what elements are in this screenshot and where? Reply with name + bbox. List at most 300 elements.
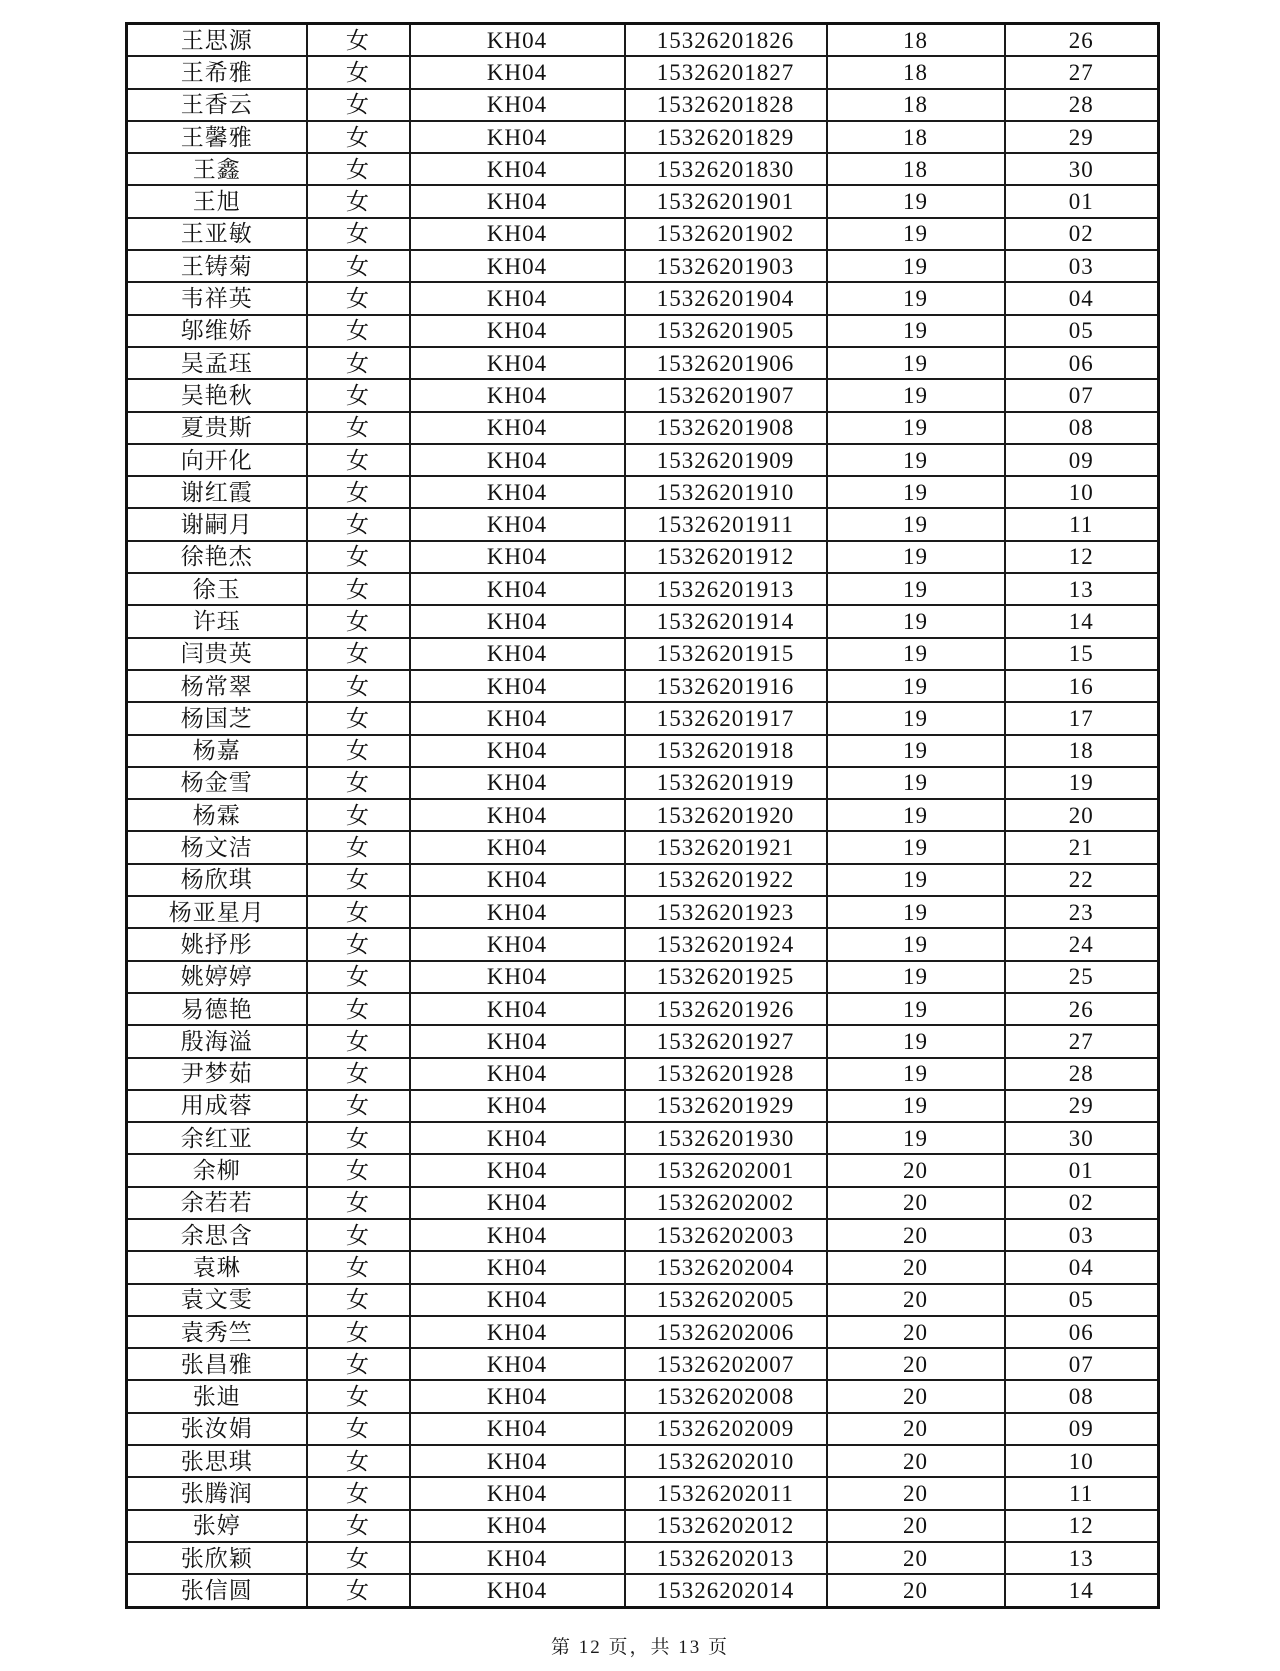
- cell-seat-number: 30: [1005, 1122, 1159, 1154]
- cell-gender: 女: [307, 928, 410, 960]
- table-row: [127, 1251, 1159, 1283]
- cell-gender: 女: [307, 1284, 410, 1316]
- cell-room-number: 19: [827, 282, 1005, 314]
- cell-gender: 女: [307, 379, 410, 411]
- cell-student-name: 韦祥英: [127, 282, 307, 314]
- cell-exam-number: 15326201829: [625, 121, 827, 153]
- table-row: [127, 1510, 1159, 1542]
- cell-seat-number: 05: [1005, 315, 1159, 347]
- cell-class-code: KH04: [410, 1251, 625, 1283]
- cell-class-code: KH04: [410, 444, 625, 476]
- cell-student-name: 余柳: [127, 1154, 307, 1186]
- cell-exam-number: 15326201912: [625, 541, 827, 573]
- table-row: [127, 993, 1159, 1025]
- cell-room-number: 20: [827, 1348, 1005, 1380]
- cell-student-name: 用成蓉: [127, 1090, 307, 1122]
- cell-student-name: 张迪: [127, 1380, 307, 1412]
- cell-exam-number: 15326202008: [625, 1380, 827, 1412]
- table-row: [127, 444, 1159, 476]
- cell-gender: 女: [307, 1251, 410, 1283]
- cell-class-code: KH04: [410, 1348, 625, 1380]
- table-row: [127, 379, 1159, 411]
- cell-seat-number: 08: [1005, 412, 1159, 444]
- cell-gender: 女: [307, 831, 410, 863]
- cell-class-code: KH04: [410, 153, 625, 185]
- cell-seat-number: 02: [1005, 218, 1159, 250]
- cell-gender: 女: [307, 218, 410, 250]
- cell-seat-number: 10: [1005, 1445, 1159, 1477]
- cell-seat-number: 19: [1005, 767, 1159, 799]
- cell-seat-number: 09: [1005, 1413, 1159, 1445]
- cell-exam-number: 15326202010: [625, 1445, 827, 1477]
- cell-gender: 女: [307, 153, 410, 185]
- cell-student-name: 张腾润: [127, 1477, 307, 1509]
- cell-gender: 女: [307, 282, 410, 314]
- table-row: [127, 799, 1159, 831]
- cell-class-code: KH04: [410, 1510, 625, 1542]
- cell-seat-number: 01: [1005, 185, 1159, 217]
- cell-room-number: 18: [827, 89, 1005, 121]
- cell-gender: 女: [307, 1187, 410, 1219]
- cell-seat-number: 09: [1005, 444, 1159, 476]
- cell-student-name: 易德艳: [127, 993, 307, 1025]
- cell-room-number: 19: [827, 1025, 1005, 1057]
- cell-room-number: 18: [827, 153, 1005, 185]
- cell-seat-number: 25: [1005, 961, 1159, 993]
- cell-exam-number: 15326202001: [625, 1154, 827, 1186]
- cell-gender: 女: [307, 508, 410, 540]
- cell-exam-number: 15326202012: [625, 1510, 827, 1542]
- cell-exam-number: 15326201919: [625, 767, 827, 799]
- cell-seat-number: 08: [1005, 1380, 1159, 1412]
- table-row: [127, 1219, 1159, 1251]
- cell-seat-number: 07: [1005, 379, 1159, 411]
- table-row: [127, 638, 1159, 670]
- cell-seat-number: 12: [1005, 541, 1159, 573]
- cell-exam-number: 15326202011: [625, 1477, 827, 1509]
- cell-room-number: 19: [827, 347, 1005, 379]
- cell-class-code: KH04: [410, 1025, 625, 1057]
- cell-class-code: KH04: [410, 573, 625, 605]
- cell-class-code: KH04: [410, 1154, 625, 1186]
- cell-room-number: 19: [827, 928, 1005, 960]
- cell-class-code: KH04: [410, 638, 625, 670]
- cell-seat-number: 03: [1005, 250, 1159, 282]
- cell-student-name: 杨常翠: [127, 670, 307, 702]
- table-row: [127, 508, 1159, 540]
- cell-room-number: 20: [827, 1445, 1005, 1477]
- cell-room-number: 19: [827, 412, 1005, 444]
- cell-gender: 女: [307, 993, 410, 1025]
- cell-student-name: 吴孟珏: [127, 347, 307, 379]
- cell-exam-number: 15326201903: [625, 250, 827, 282]
- cell-student-name: 王铸菊: [127, 250, 307, 282]
- cell-seat-number: 11: [1005, 508, 1159, 540]
- cell-student-name: 向开化: [127, 444, 307, 476]
- cell-gender: 女: [307, 56, 410, 88]
- table-row: [127, 1445, 1159, 1477]
- cell-gender: 女: [307, 735, 410, 767]
- cell-student-name: 许珏: [127, 605, 307, 637]
- cell-class-code: KH04: [410, 1413, 625, 1445]
- cell-room-number: 19: [827, 638, 1005, 670]
- table-row: [127, 1348, 1159, 1380]
- cell-student-name: 邬维娇: [127, 315, 307, 347]
- cell-exam-number: 15326202005: [625, 1284, 827, 1316]
- cell-class-code: KH04: [410, 1187, 625, 1219]
- cell-room-number: 20: [827, 1380, 1005, 1412]
- cell-seat-number: 23: [1005, 896, 1159, 928]
- cell-room-number: 20: [827, 1574, 1005, 1607]
- table-row: [127, 573, 1159, 605]
- cell-seat-number: 24: [1005, 928, 1159, 960]
- cell-gender: 女: [307, 1219, 410, 1251]
- cell-student-name: 王思源: [127, 24, 307, 57]
- cell-class-code: KH04: [410, 767, 625, 799]
- table-row: [127, 218, 1159, 250]
- cell-exam-number: 15326201827: [625, 56, 827, 88]
- cell-seat-number: 07: [1005, 1348, 1159, 1380]
- cell-class-code: KH04: [410, 1542, 625, 1574]
- cell-room-number: 20: [827, 1510, 1005, 1542]
- cell-student-name: 余红亚: [127, 1122, 307, 1154]
- cell-gender: 女: [307, 185, 410, 217]
- cell-room-number: 19: [827, 799, 1005, 831]
- cell-student-name: 杨国芝: [127, 702, 307, 734]
- cell-exam-number: 15326201901: [625, 185, 827, 217]
- cell-class-code: KH04: [410, 1122, 625, 1154]
- table-row: [127, 89, 1159, 121]
- cell-seat-number: 06: [1005, 347, 1159, 379]
- cell-gender: 女: [307, 1025, 410, 1057]
- cell-gender: 女: [307, 896, 410, 928]
- cell-room-number: 18: [827, 121, 1005, 153]
- cell-seat-number: 26: [1005, 993, 1159, 1025]
- cell-seat-number: 04: [1005, 282, 1159, 314]
- cell-gender: 女: [307, 638, 410, 670]
- cell-student-name: 杨欣琪: [127, 864, 307, 896]
- cell-class-code: KH04: [410, 864, 625, 896]
- cell-class-code: KH04: [410, 1316, 625, 1348]
- cell-gender: 女: [307, 444, 410, 476]
- cell-exam-number: 15326202003: [625, 1219, 827, 1251]
- cell-exam-number: 15326202009: [625, 1413, 827, 1445]
- cell-seat-number: 29: [1005, 1090, 1159, 1122]
- cell-student-name: 夏贵斯: [127, 412, 307, 444]
- table-row: [127, 1477, 1159, 1509]
- cell-class-code: KH04: [410, 89, 625, 121]
- cell-gender: 女: [307, 767, 410, 799]
- cell-exam-number: 15326201918: [625, 735, 827, 767]
- roster-table-body: [127, 24, 1159, 1608]
- cell-exam-number: 15326201909: [625, 444, 827, 476]
- cell-gender: 女: [307, 1058, 410, 1090]
- cell-room-number: 20: [827, 1187, 1005, 1219]
- cell-class-code: KH04: [410, 508, 625, 540]
- cell-room-number: 20: [827, 1477, 1005, 1509]
- table-row: [127, 250, 1159, 282]
- cell-room-number: 19: [827, 379, 1005, 411]
- table-row: [127, 735, 1159, 767]
- cell-student-name: 袁文雯: [127, 1284, 307, 1316]
- cell-gender: 女: [307, 476, 410, 508]
- cell-student-name: 王希雅: [127, 56, 307, 88]
- cell-class-code: KH04: [410, 735, 625, 767]
- table-row: [127, 153, 1159, 185]
- cell-gender: 女: [307, 1574, 410, 1607]
- cell-class-code: KH04: [410, 121, 625, 153]
- cell-student-name: 姚抒彤: [127, 928, 307, 960]
- table-row: [127, 1058, 1159, 1090]
- cell-exam-number: 15326201927: [625, 1025, 827, 1057]
- cell-gender: 女: [307, 702, 410, 734]
- cell-exam-number: 15326201917: [625, 702, 827, 734]
- cell-student-name: 张思琪: [127, 1445, 307, 1477]
- cell-exam-number: 15326202013: [625, 1542, 827, 1574]
- cell-class-code: KH04: [410, 56, 625, 88]
- cell-class-code: KH04: [410, 282, 625, 314]
- cell-exam-number: 15326201925: [625, 961, 827, 993]
- cell-exam-number: 15326201908: [625, 412, 827, 444]
- cell-class-code: KH04: [410, 412, 625, 444]
- cell-room-number: 19: [827, 573, 1005, 605]
- table-row: [127, 896, 1159, 928]
- cell-class-code: KH04: [410, 476, 625, 508]
- cell-student-name: 王馨雅: [127, 121, 307, 153]
- cell-class-code: KH04: [410, 347, 625, 379]
- cell-student-name: 杨霖: [127, 799, 307, 831]
- cell-class-code: KH04: [410, 1090, 625, 1122]
- cell-student-name: 余若若: [127, 1187, 307, 1219]
- cell-exam-number: 15326201830: [625, 153, 827, 185]
- cell-class-code: KH04: [410, 1058, 625, 1090]
- cell-student-name: 张欣颖: [127, 1542, 307, 1574]
- cell-class-code: KH04: [410, 961, 625, 993]
- cell-exam-number: 15326201905: [625, 315, 827, 347]
- cell-gender: 女: [307, 573, 410, 605]
- table-row: [127, 185, 1159, 217]
- cell-gender: 女: [307, 1122, 410, 1154]
- cell-class-code: KH04: [410, 24, 625, 57]
- cell-gender: 女: [307, 1348, 410, 1380]
- cell-student-name: 余思含: [127, 1219, 307, 1251]
- cell-seat-number: 11: [1005, 1477, 1159, 1509]
- table-row: [127, 1122, 1159, 1154]
- cell-exam-number: 15326201922: [625, 864, 827, 896]
- table-row: [127, 315, 1159, 347]
- cell-student-name: 杨金雪: [127, 767, 307, 799]
- cell-seat-number: 10: [1005, 476, 1159, 508]
- cell-seat-number: 04: [1005, 1251, 1159, 1283]
- cell-exam-number: 15326201914: [625, 605, 827, 637]
- cell-seat-number: 28: [1005, 1058, 1159, 1090]
- table-row: [127, 928, 1159, 960]
- cell-student-name: 王鑫: [127, 153, 307, 185]
- cell-student-name: 谢嗣月: [127, 508, 307, 540]
- cell-class-code: KH04: [410, 1445, 625, 1477]
- cell-student-name: 袁秀竺: [127, 1316, 307, 1348]
- table-row: [127, 24, 1159, 57]
- cell-seat-number: 01: [1005, 1154, 1159, 1186]
- page-footer: 第 12 页，共 13 页: [550, 1637, 729, 1658]
- cell-room-number: 19: [827, 831, 1005, 863]
- table-row: [127, 767, 1159, 799]
- cell-exam-number: 15326201826: [625, 24, 827, 57]
- cell-room-number: 20: [827, 1316, 1005, 1348]
- cell-class-code: KH04: [410, 1477, 625, 1509]
- cell-exam-number: 15326201911: [625, 508, 827, 540]
- cell-room-number: 19: [827, 508, 1005, 540]
- cell-seat-number: 26: [1005, 24, 1159, 57]
- cell-student-name: 王旭: [127, 185, 307, 217]
- cell-student-name: 杨嘉: [127, 735, 307, 767]
- cell-class-code: KH04: [410, 1574, 625, 1607]
- table-row: [127, 1413, 1159, 1445]
- cell-class-code: KH04: [410, 605, 625, 637]
- cell-exam-number: 15326201924: [625, 928, 827, 960]
- cell-exam-number: 15326201904: [625, 282, 827, 314]
- cell-exam-number: 15326201920: [625, 799, 827, 831]
- cell-student-name: 尹梦茹: [127, 1058, 307, 1090]
- cell-room-number: 19: [827, 961, 1005, 993]
- table-row: [127, 1090, 1159, 1122]
- cell-room-number: 19: [827, 541, 1005, 573]
- cell-student-name: 闫贵英: [127, 638, 307, 670]
- cell-room-number: 19: [827, 605, 1005, 637]
- cell-gender: 女: [307, 1154, 410, 1186]
- cell-room-number: 19: [827, 185, 1005, 217]
- cell-exam-number: 15326201902: [625, 218, 827, 250]
- cell-gender: 女: [307, 121, 410, 153]
- table-row: [127, 1025, 1159, 1057]
- cell-seat-number: 03: [1005, 1219, 1159, 1251]
- table-row: [127, 831, 1159, 863]
- cell-seat-number: 29: [1005, 121, 1159, 153]
- cell-seat-number: 14: [1005, 1574, 1159, 1607]
- cell-student-name: 袁琳: [127, 1251, 307, 1283]
- cell-class-code: KH04: [410, 799, 625, 831]
- cell-gender: 女: [307, 605, 410, 637]
- cell-exam-number: 15326202014: [625, 1574, 827, 1607]
- cell-gender: 女: [307, 541, 410, 573]
- cell-class-code: KH04: [410, 1219, 625, 1251]
- cell-seat-number: 30: [1005, 153, 1159, 185]
- table-row: [127, 541, 1159, 573]
- cell-room-number: 20: [827, 1542, 1005, 1574]
- cell-room-number: 20: [827, 1284, 1005, 1316]
- cell-room-number: 18: [827, 24, 1005, 57]
- cell-gender: 女: [307, 961, 410, 993]
- cell-room-number: 20: [827, 1219, 1005, 1251]
- cell-exam-number: 15326201907: [625, 379, 827, 411]
- cell-student-name: 姚婷婷: [127, 961, 307, 993]
- cell-student-name: 王亚敏: [127, 218, 307, 250]
- cell-student-name: 殷海溢: [127, 1025, 307, 1057]
- table-row: [127, 1187, 1159, 1219]
- cell-exam-number: 15326201928: [625, 1058, 827, 1090]
- cell-seat-number: 15: [1005, 638, 1159, 670]
- cell-gender: 女: [307, 1542, 410, 1574]
- cell-exam-number: 15326201913: [625, 573, 827, 605]
- cell-room-number: 19: [827, 702, 1005, 734]
- cell-class-code: KH04: [410, 896, 625, 928]
- cell-gender: 女: [307, 24, 410, 57]
- cell-class-code: KH04: [410, 928, 625, 960]
- cell-gender: 女: [307, 1316, 410, 1348]
- cell-room-number: 19: [827, 993, 1005, 1025]
- roster-table: [125, 22, 1160, 1609]
- cell-seat-number: 17: [1005, 702, 1159, 734]
- cell-gender: 女: [307, 864, 410, 896]
- table-row: [127, 1542, 1159, 1574]
- cell-class-code: KH04: [410, 1284, 625, 1316]
- cell-student-name: 徐艳杰: [127, 541, 307, 573]
- cell-gender: 女: [307, 1380, 410, 1412]
- cell-seat-number: 05: [1005, 1284, 1159, 1316]
- cell-gender: 女: [307, 412, 410, 444]
- cell-gender: 女: [307, 89, 410, 121]
- cell-exam-number: 15326201828: [625, 89, 827, 121]
- cell-exam-number: 15326201921: [625, 831, 827, 863]
- cell-student-name: 王香云: [127, 89, 307, 121]
- cell-seat-number: 27: [1005, 56, 1159, 88]
- cell-student-name: 谢红霞: [127, 476, 307, 508]
- cell-seat-number: 14: [1005, 605, 1159, 637]
- cell-student-name: 吴艳秋: [127, 379, 307, 411]
- cell-seat-number: 28: [1005, 89, 1159, 121]
- cell-exam-number: 15326201915: [625, 638, 827, 670]
- cell-room-number: 18: [827, 56, 1005, 88]
- cell-student-name: 张信圆: [127, 1574, 307, 1607]
- cell-room-number: 19: [827, 218, 1005, 250]
- cell-room-number: 19: [827, 1058, 1005, 1090]
- cell-exam-number: 15326201916: [625, 670, 827, 702]
- cell-exam-number: 15326202007: [625, 1348, 827, 1380]
- table-row: [127, 1284, 1159, 1316]
- cell-seat-number: 12: [1005, 1510, 1159, 1542]
- table-row: [127, 412, 1159, 444]
- cell-room-number: 19: [827, 476, 1005, 508]
- cell-gender: 女: [307, 1477, 410, 1509]
- cell-student-name: 徐玉: [127, 573, 307, 605]
- cell-seat-number: 18: [1005, 735, 1159, 767]
- table-row: [127, 121, 1159, 153]
- cell-class-code: KH04: [410, 702, 625, 734]
- table-row: [127, 670, 1159, 702]
- cell-room-number: 19: [827, 864, 1005, 896]
- table-row: [127, 605, 1159, 637]
- cell-student-name: 杨文洁: [127, 831, 307, 863]
- table-row: [127, 961, 1159, 993]
- cell-seat-number: 21: [1005, 831, 1159, 863]
- cell-room-number: 20: [827, 1251, 1005, 1283]
- table-row: [127, 56, 1159, 88]
- cell-class-code: KH04: [410, 831, 625, 863]
- cell-seat-number: 13: [1005, 1542, 1159, 1574]
- cell-class-code: KH04: [410, 315, 625, 347]
- cell-student-name: 张婷: [127, 1510, 307, 1542]
- cell-exam-number: 15326202004: [625, 1251, 827, 1283]
- cell-seat-number: 16: [1005, 670, 1159, 702]
- cell-class-code: KH04: [410, 670, 625, 702]
- cell-gender: 女: [307, 347, 410, 379]
- cell-exam-number: 15326201930: [625, 1122, 827, 1154]
- cell-seat-number: 13: [1005, 573, 1159, 605]
- cell-seat-number: 22: [1005, 864, 1159, 896]
- cell-exam-number: 15326201923: [625, 896, 827, 928]
- cell-class-code: KH04: [410, 993, 625, 1025]
- cell-exam-number: 15326201906: [625, 347, 827, 379]
